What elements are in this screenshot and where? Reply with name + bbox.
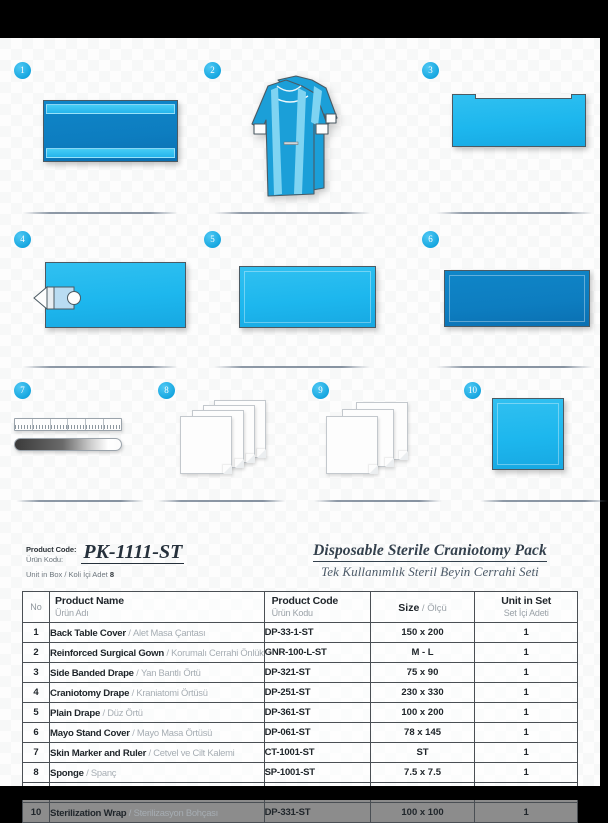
cell-name-tr: Cetvel ve Cilt Kalemi xyxy=(153,746,235,758)
cell-product-name xyxy=(50,623,265,643)
cell-unit: 1 xyxy=(475,623,578,643)
row2-divider-1 xyxy=(22,366,178,368)
cell-no: 8 xyxy=(23,763,50,783)
th-no xyxy=(23,592,50,623)
art-back-table-cover xyxy=(43,100,178,162)
cell-name-tr: Kraniatomi Örtüsü xyxy=(136,686,208,698)
pack-title-block xyxy=(275,542,585,580)
cell-name-separator: / xyxy=(83,767,91,779)
cell-product-name xyxy=(50,703,265,723)
badge-7: 7 xyxy=(14,382,31,399)
illustration-cell-8[interactable] xyxy=(150,374,300,502)
table-row[interactable] xyxy=(23,743,578,763)
cell-unit: 1 xyxy=(475,683,578,703)
table-header-row xyxy=(23,592,578,623)
cell-name-en: Plain Drape xyxy=(50,707,101,719)
product-code-value: PK-1111-ST xyxy=(83,541,183,563)
illustration-cell-6[interactable] xyxy=(400,220,600,370)
cover-band-top xyxy=(46,104,175,114)
mayo-inner-line xyxy=(449,275,585,322)
th-product-code xyxy=(264,592,370,623)
cell-product-code: SP-1001-ST xyxy=(264,763,370,783)
th-product-code-en: Product Code xyxy=(271,595,339,607)
row1-divider-1 xyxy=(22,212,178,214)
cell-name-separator: / xyxy=(126,807,134,819)
badge-3: 3 xyxy=(422,62,439,79)
cell-product-name xyxy=(50,723,265,743)
product-sheet-page xyxy=(0,38,600,819)
cell-no: 3 xyxy=(23,663,50,683)
cell-name-tr: Alet Masa Çantası xyxy=(133,626,206,638)
ruler-icon xyxy=(14,418,122,431)
cell-size: ST xyxy=(370,743,475,763)
table-row[interactable] xyxy=(23,763,578,783)
badge-6: 6 xyxy=(422,231,439,248)
cell-product-name xyxy=(50,643,265,663)
cell-product-code: CT-1001-ST xyxy=(264,743,370,763)
gown-icon xyxy=(238,70,343,205)
towel-sheet xyxy=(326,416,378,474)
bottom-letterbox-band xyxy=(0,786,600,800)
illustration-cell-4[interactable] xyxy=(0,220,200,370)
plain-drape-inner-line xyxy=(244,271,371,323)
badge-1: 1 xyxy=(14,62,31,79)
cell-name-tr: Korumalı Cerrahi Önlük xyxy=(171,646,264,658)
pack-title-tr: Tek Kullanımlık Steril Beyin Cerrahi Seti xyxy=(321,564,539,579)
art-side-banded-drape xyxy=(452,94,586,147)
cell-name-tr: Sterilizasyon Bohçası xyxy=(133,806,218,818)
table-row[interactable] xyxy=(23,723,578,743)
cell-product-code: DP-251-ST xyxy=(264,683,370,703)
row3-divider-4 xyxy=(480,500,608,502)
product-code-block xyxy=(26,542,184,579)
cell-name-en: Reinforced Surgical Gown xyxy=(50,647,164,659)
cell-name-tr: Mayo Masa Örtüsü xyxy=(136,726,213,738)
badge-9: 9 xyxy=(312,382,329,399)
cell-name-en: Side Banded Drape xyxy=(50,667,134,679)
badge-10: 10 xyxy=(464,382,481,399)
th-product-name-tr: Ürün Adı xyxy=(55,607,89,618)
cell-no: 6 xyxy=(23,723,50,743)
cell-name-en: Sterilization Wrap xyxy=(50,807,127,819)
row1-divider-2 xyxy=(214,212,370,214)
cell-no: 4 xyxy=(23,683,50,703)
badge-8: 8 xyxy=(158,382,175,399)
illustration-cell-10[interactable] xyxy=(450,374,600,502)
cell-no: 7 xyxy=(23,743,50,763)
drape-notch xyxy=(475,94,572,99)
pack-title-en: Disposable Sterile Craniotomy Pack xyxy=(313,542,547,562)
cell-name-separator: / xyxy=(164,647,172,659)
cell-product-code: DP-061-ST xyxy=(264,723,370,743)
illustration-row-3 xyxy=(0,374,600,502)
cell-product-name xyxy=(50,763,265,783)
cell-unit: 1 xyxy=(475,703,578,723)
table-row[interactable] xyxy=(23,703,578,723)
row2-divider-2 xyxy=(214,366,370,368)
th-product-name-en: Product Name xyxy=(55,595,124,607)
sponge-sheet xyxy=(180,416,232,474)
th-unit-in-set xyxy=(475,592,578,623)
cell-unit: 1 xyxy=(475,723,578,743)
cell-product-name xyxy=(50,683,265,703)
row3-divider-2 xyxy=(158,500,286,502)
cell-name-separator: / xyxy=(133,667,141,679)
illustration-cell-3[interactable] xyxy=(400,48,600,218)
top-letterbox-band xyxy=(0,0,600,38)
illustration-cell-7[interactable] xyxy=(0,374,150,502)
cell-size: 230 x 330 xyxy=(370,683,475,703)
row3-divider-3 xyxy=(314,500,442,502)
th-unit-tr: Set İçi Adeti xyxy=(503,607,549,618)
cell-product-name xyxy=(50,803,265,823)
art-towel xyxy=(326,402,412,480)
cell-name-separator: / xyxy=(100,707,108,719)
cell-size: 78 x 145 xyxy=(370,723,475,743)
cell-name-en: Mayo Stand Cover xyxy=(50,727,130,739)
art-sponge xyxy=(180,400,266,478)
cell-product-code: DP-33-1-ST xyxy=(264,623,370,643)
cell-unit: 1 xyxy=(475,803,578,823)
cell-name-en: Skin Marker and Ruler xyxy=(50,747,147,759)
product-code-labels xyxy=(26,545,76,564)
cell-no: 1 xyxy=(23,623,50,643)
cell-product-code: GNR-100-L-ST xyxy=(264,643,370,663)
illustration-cell-2[interactable] xyxy=(200,48,400,218)
cell-size: 100 x 100 xyxy=(370,803,475,823)
illustration-cell-5[interactable] xyxy=(200,220,400,370)
table-row[interactable] xyxy=(23,643,578,663)
th-size-en: Size xyxy=(398,602,420,614)
art-mayo-stand-cover xyxy=(444,270,590,327)
cell-no: 5 xyxy=(23,703,50,723)
cell-unit: 1 xyxy=(475,763,578,783)
th-product-code-tr: Ürün Kodu xyxy=(271,607,313,618)
cell-product-code: DP-321-ST xyxy=(264,663,370,683)
cell-unit: 1 xyxy=(475,743,578,763)
th-no-label: No xyxy=(30,602,42,612)
cell-unit: 1 xyxy=(475,663,578,683)
th-size xyxy=(370,592,475,623)
cell-name-separator: / xyxy=(129,687,137,699)
cell-size: 100 x 200 xyxy=(370,703,475,723)
unit-in-box-value: 8 xyxy=(109,570,114,579)
cell-product-code: DP-361-ST xyxy=(264,703,370,723)
product-code-label-en: Product Code: xyxy=(26,545,77,554)
badge-5: 5 xyxy=(204,231,221,248)
th-size-tr: Ölçü xyxy=(427,603,447,614)
unit-in-box xyxy=(26,570,184,579)
cell-product-name xyxy=(50,663,265,683)
fenestration-icon xyxy=(34,283,94,313)
cell-size: 7.5 x 7.5 xyxy=(370,763,475,783)
th-unit-en: Unit in Set xyxy=(501,595,552,607)
table-row[interactable] xyxy=(23,803,578,823)
art-sterilization-wrap xyxy=(492,398,564,470)
art-craniotomy-drape xyxy=(45,262,186,328)
illustration-row-1 xyxy=(0,48,600,218)
cell-size: 150 x 200 xyxy=(370,623,475,643)
cell-size: M - L xyxy=(370,643,475,663)
row2-divider-3 xyxy=(436,366,592,368)
illustration-cell-9[interactable] xyxy=(300,374,450,502)
cell-name-tr: Düz Örtü xyxy=(107,706,143,718)
cell-name-en: Craniotomy Drape xyxy=(50,687,130,699)
cell-name-separator: / xyxy=(125,627,134,639)
badge-2: 2 xyxy=(204,62,221,79)
cover-band-bottom xyxy=(46,148,175,158)
art-plain-drape xyxy=(239,266,376,328)
badge-4: 4 xyxy=(14,231,31,248)
unit-in-box-label: Unit in Box / Koli İçi Adet xyxy=(26,570,108,579)
table-row[interactable] xyxy=(23,663,578,683)
cell-no: 10 xyxy=(23,803,50,823)
row1-divider-3 xyxy=(436,212,592,214)
cell-name-tr: Spanç xyxy=(90,766,117,778)
illustration-row-2 xyxy=(0,220,600,370)
cell-name-separator: / xyxy=(129,727,137,739)
cell-no: 2 xyxy=(23,643,50,663)
product-code-label-tr: Ürün Kodu: xyxy=(26,554,63,564)
wrap-inner-line xyxy=(497,403,559,465)
cell-name-tr: Yan Bantlı Örtü xyxy=(140,666,201,678)
art-skin-marker-and-ruler xyxy=(14,418,122,451)
illustration-cell-1[interactable] xyxy=(0,48,200,218)
cell-size: 75 x 90 xyxy=(370,663,475,683)
table-row[interactable] xyxy=(23,623,578,643)
row3-divider-1 xyxy=(16,500,144,502)
cell-unit: 1 xyxy=(475,643,578,663)
table-row[interactable] xyxy=(23,683,578,703)
th-product-name xyxy=(50,592,265,623)
art-surgical-gown xyxy=(238,70,343,205)
cell-name-en: Sponge xyxy=(50,767,84,779)
cell-name-separator: / xyxy=(146,747,154,759)
skin-marker-icon xyxy=(14,438,122,451)
cell-product-code: DP-331-ST xyxy=(264,803,370,823)
cell-product-name xyxy=(50,743,265,763)
th-size-sep: / xyxy=(419,603,428,614)
cell-name-en: Back Table Cover xyxy=(50,627,126,639)
